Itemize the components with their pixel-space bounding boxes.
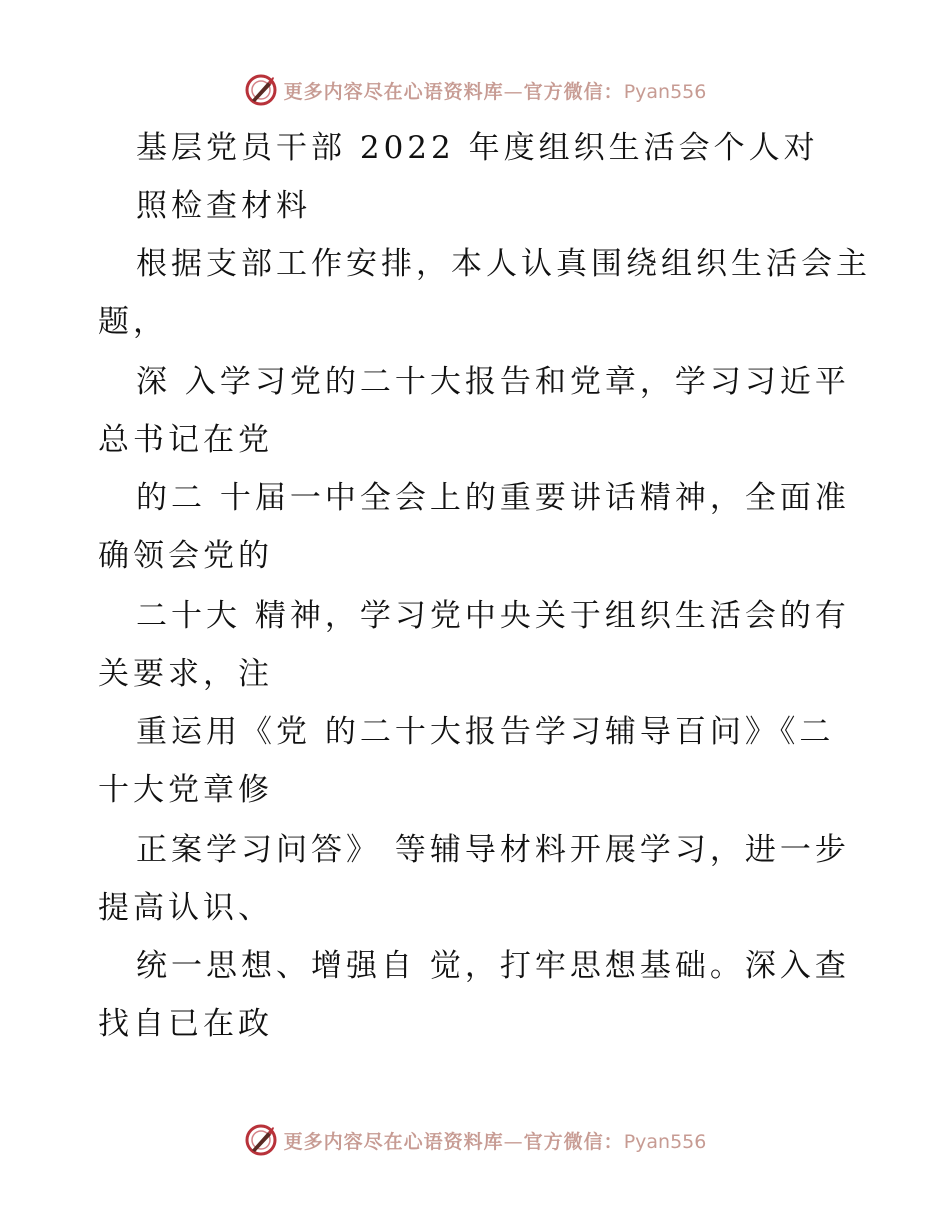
header-watermark <box>0 70 950 110</box>
paragraph-line: 确领会党的 <box>98 538 273 574</box>
paragraph-line: 题， <box>98 304 168 340</box>
paragraph-line: 关要求，注 <box>98 656 273 692</box>
paragraph-line: 正案学习问答》 等辅导材料开展学习，进一步 <box>136 832 850 868</box>
watermark-text <box>284 1127 707 1154</box>
watermark-site-name: 更多内容尽在心语资料库 <box>283 1130 504 1153</box>
paragraph-line: 统一思想、增强自 觉，打牢思想基础。深入查 <box>136 948 850 984</box>
watermark-text <box>284 77 707 104</box>
paragraph-line: 十大党章修 <box>98 772 273 808</box>
paragraph-line: 总书记在党 <box>98 422 273 458</box>
title-line-2: 照检查材料 <box>136 188 311 224</box>
title-line-1: 基层党员干部 2022 年度组织生活会个人对 <box>136 130 819 166</box>
paragraph-line: 二十大 精神，学习党中央关于组织生活会的有 <box>136 598 850 634</box>
paragraph-line: 找自已在政 <box>98 1006 273 1042</box>
watermark-dash: — <box>503 1130 524 1153</box>
watermark-site-name: 更多内容尽在心语资料库 <box>283 80 504 103</box>
watermark-dash: — <box>503 80 524 103</box>
watermark-wechat-label: 官方微信： <box>523 80 624 103</box>
footer-watermark <box>0 1120 950 1160</box>
watermark-wechat-label: 官方微信： <box>523 1130 624 1153</box>
watermark-wechat-id: Pyan556 <box>623 1130 707 1153</box>
quill-logo-icon <box>244 1123 278 1157</box>
paragraph-line: 的二 十届一中全会上的重要讲话精神，全面准 <box>136 480 850 516</box>
paragraph-line: 根据支部工作安排，本人认真围绕组织生活会主 <box>136 246 871 282</box>
watermark-wechat-id: Pyan556 <box>623 80 707 103</box>
paragraph-line: 深 入学习党的二十大报告和党章，学习习近平 <box>136 364 850 400</box>
paragraph-line: 重运用《党 的二十大报告学习辅导百问》《二 <box>136 714 835 750</box>
quill-logo-icon <box>244 73 278 107</box>
paragraph-line: 提高认识、 <box>98 890 273 926</box>
